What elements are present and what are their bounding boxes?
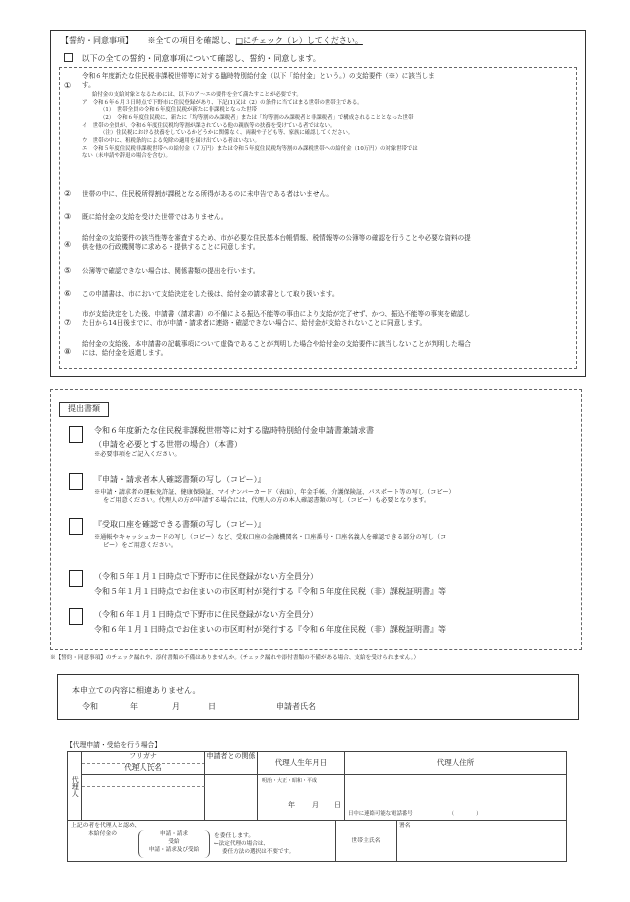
relation-header: 申請者との関係 — [205, 752, 258, 775]
doc-5-checkbox[interactable] — [69, 608, 83, 625]
note-line: （1） 世帯全員の令和６年度住民税が新たに非課税となった世帯 — [100, 107, 258, 114]
delegate-right-1: を委任します。 — [214, 833, 255, 839]
pledge-instruction-prefix: ※全ての項目を確認し、 — [147, 36, 236, 45]
item-1-line-2: す。 — [82, 80, 95, 89]
birth-year-label: 年 — [288, 801, 295, 809]
item-3-text: 既に給付金の支給を受けた世帯ではありません。 — [82, 213, 228, 221]
note-line: （2） 令和６年度住民税に、新たに「均等割のみ課税者」または「均等割のみ課税者と非課税者」で構成されることとなった世帯 — [100, 115, 414, 122]
applicant-name-label: 申請者氏名 — [276, 702, 316, 711]
phone-label-text: 日中に連絡可能な電話番号 — [348, 811, 413, 817]
proxy-side-label — [68, 752, 82, 820]
birth-eras: 明治・大正・昭和・平成 — [262, 778, 318, 784]
doc-3-note-2: ピー）をご用意ください。 — [103, 542, 178, 550]
item-2-number: ② — [64, 189, 72, 198]
doc-1-sub: （申請を必要とする世帯の場合）（本書） — [94, 439, 242, 449]
doc-5-main: （令和６年１月１日時点で下野市に住民登録がない方全員分） — [94, 610, 318, 619]
declaration-text: 本申立ての内容に相違ありません。 — [72, 686, 201, 695]
doc-4 — [94, 572, 446, 598]
doc-4-main: （令和５年１月１日時点で下野市に住民登録がない方全員分） — [94, 572, 318, 581]
doc-2 — [94, 475, 455, 506]
doc-5-sub: 令和６年１月１日時点でお住まいの市区町村が発行する『令和６年度住民税（非）課税証明書』等 — [94, 624, 446, 634]
note-line: （注）住民税における扶養をしているかどうかに関係なく、両親や子ども等、家族に確認してください。 — [100, 130, 354, 137]
item-8-line-1: 給付金の支給後、本申請書の記載事項について虚偽であることが判明した場合や給付金の支給要件に該当しないことが判明した場合 — [82, 340, 471, 348]
item-8-number: ⑧ — [64, 347, 72, 356]
doc-3-note-1: ※通帳やキャッシュカードの写し（コピー）など、受取口座の金融機関名・口座番号・口座名義人を確認できる部分の写し（コ — [94, 533, 447, 541]
agree-all-label: 以下の全ての誓約・同意事項について確認し、誓約・同意します。 — [81, 54, 321, 63]
doc-2-main: 『申請・請求者本人確認書類の写し（コピー）』 — [94, 475, 266, 484]
item-7-number: ⑦ — [64, 318, 72, 327]
item-7-text — [82, 310, 567, 328]
furigana-input[interactable] — [82, 775, 205, 787]
signature-label: 署名 — [399, 823, 411, 829]
item-4-line-1: 給付金の支給要件の該当性等を審査するため、市が必要な住民基本台帳情報、税情報等の公簿等の確認を行うことや必要な資料の提 — [82, 234, 471, 242]
item-6-text: この申請書は、市において支給決定をした後は、給付金の請求書として取り扱います。 — [82, 290, 339, 298]
item-6-number: ⑥ — [64, 289, 72, 298]
option-both[interactable]: 申請・請求及び受給 — [148, 847, 200, 854]
doc-1-checkbox[interactable] — [69, 426, 83, 443]
item-5-text: 公簿等で確認できない場合は、関係書類の提出を行います。 — [82, 267, 260, 275]
documents-title: 提出書類 — [59, 402, 109, 417]
proxy-name-input[interactable] — [82, 787, 205, 820]
doc-1 — [94, 426, 374, 459]
delegate-line-1: 上記の者を代理人と認め、 — [71, 823, 141, 829]
proxy-name-header: 代理人氏名 — [82, 763, 205, 775]
address-input[interactable] — [345, 775, 566, 820]
relation-input[interactable] — [205, 775, 258, 820]
item-2-text: 世帯の中に、住民税所得割が課税となる所得があるのに未申告である者はいません。 — [82, 190, 333, 198]
birth-input[interactable] — [258, 775, 345, 820]
proxy-side-text: 代理人 — [71, 775, 80, 797]
proxy-table — [67, 751, 567, 862]
doc-3-main: 『受取口座を確認できる書類の写し（コピー）』 — [94, 520, 266, 529]
doc-5 — [94, 610, 446, 636]
item-1-line-1: 令和６年度新たな住民税非課税世帯等に対する臨時特別給付金（以下「給付金」という。）の支給要件（※）に該当しま — [82, 72, 435, 80]
delegate-options — [138, 830, 210, 858]
proxy-title: 【代理申請・受給を行う場合】 — [66, 741, 162, 749]
phone-paren-close: ） — [476, 811, 482, 817]
declaration-day: 日 — [208, 702, 216, 711]
option-apply[interactable]: 申請・請求 — [160, 831, 188, 837]
item-1-number: ① — [64, 81, 72, 90]
checklist-footnote: ※【誓約・同意事項】のチェック漏れや、添付書類の不備はありませんか。（チェック漏れや添付書類の不備がある場合、支給を受けられません。） — [50, 655, 420, 661]
item-4-text — [82, 234, 567, 252]
note-line: ない（未申請や辞退の場合を含む）。 — [82, 153, 171, 160]
address-header: 代理人住所 — [345, 752, 566, 775]
signature-field[interactable] — [396, 821, 566, 862]
note-line: ウ 世帯の中に、租税条約による免除の適用を届け出ている者はいない。 — [82, 138, 260, 145]
item-1-text — [82, 72, 567, 90]
delegate-line-2: 本給付金の — [88, 831, 117, 837]
item-8-text — [82, 340, 567, 358]
note-line: 給付金の支給対象となるためには、以下のア～エの要件を全て満たすことが必要です。 — [92, 92, 302, 98]
delegation-row — [68, 820, 566, 862]
birth-month-label: 月 — [312, 801, 319, 809]
householder-label: 世帯主氏名 — [335, 821, 397, 862]
pledge-box — [50, 30, 586, 377]
option-receive[interactable]: 受給 — [168, 839, 180, 846]
item-8-line-2: には、給付金を返還します。 — [82, 348, 168, 357]
note-line: エ 令和５年度住民税非課税世帯への給付金（７万円）または令和５年度住民税均等割のみ課税世帯への給付金（10万円）の対象世帯では — [82, 145, 418, 152]
pledge-instruction-box: □ — [235, 36, 244, 45]
doc-3-checkbox[interactable] — [69, 518, 83, 535]
phone-paren-open: （ — [448, 811, 455, 817]
declaration-box — [57, 674, 579, 720]
doc-2-checkbox[interactable] — [69, 473, 83, 490]
doc-1-main: 令和６年度新たな住民税非課税世帯等に対する臨時特別給付金申請書兼請求書 — [94, 426, 374, 435]
agree-all-row[interactable] — [64, 53, 321, 65]
declaration-month: 月 — [172, 702, 180, 711]
note-line: イ 世帯の全員が、令和６年度住民税均等割が課されている他の親族等の扶養を受けている者ではない。 — [82, 122, 336, 129]
doc-3 — [94, 520, 446, 551]
declaration-era: 令和 — [82, 702, 98, 711]
item-4-line-2: 供を他の行政機関等に求める・提供することに同意します。 — [82, 242, 260, 251]
doc-2-note-2: をご用意ください。代理人の方が申請する場合には、代理人の方の本人確認書類の写し（コピー）も必要となります。 — [103, 497, 431, 505]
pledge-label: 【誓約・同意事項】 — [61, 36, 133, 45]
furigana-header: フリガナ — [82, 752, 205, 764]
doc-4-checkbox[interactable] — [69, 570, 83, 587]
pledge-header — [61, 36, 363, 47]
birth-day-label: 日 — [334, 801, 341, 809]
doc-1-note: ※必要事項をご記入ください。 — [94, 450, 181, 458]
birth-header: 代理人生年月日 — [258, 752, 345, 775]
delegate-right-3: 委任方法の選択は不要です。 — [222, 849, 295, 855]
eligibility-note — [82, 92, 572, 161]
declaration-year: 年 — [130, 702, 138, 711]
agree-all-checkbox[interactable] — [64, 53, 73, 62]
delegate-right-2: ←法定代理の場合は、 — [214, 841, 270, 847]
item-7-line-1: 市が支給決定をした後、申請書（請求書）の不備による振込不能等の事由により支給が完了せず、かつ、振込不能等の事実を確認し — [82, 310, 471, 318]
item-3-number: ③ — [64, 212, 72, 221]
documents-box — [50, 389, 582, 650]
item-5-number: ⑤ — [64, 266, 72, 275]
pledge-instruction-suffix: にチェック（レ）してください。 — [243, 36, 363, 45]
phone-label — [348, 811, 482, 818]
item-4-number: ④ — [64, 240, 72, 249]
pledge-items — [59, 67, 577, 369]
note-line: ア 令和６年６月３日時点で下野市に住民登録があり、下記(1)又は（2）の条件に当てはまる世帯の世帯主である。 — [82, 99, 363, 106]
doc-4-sub: 令和５年１月１日時点でお住まいの市区町村が発行する『令和５年度住民税（非）課税証明書』等 — [94, 586, 446, 596]
doc-2-note-1: ※申請・請求者の運転免許証、健康保険証、マイナンバーカード（表面）、年金手帳、介護保険証、パスポート等の写し（コピー） — [94, 488, 455, 496]
item-7-line-2: た日から14日後までに、市が申請・請求者に連絡・確認できない場合に、給付金が支給されないことに同意します。 — [82, 318, 427, 327]
